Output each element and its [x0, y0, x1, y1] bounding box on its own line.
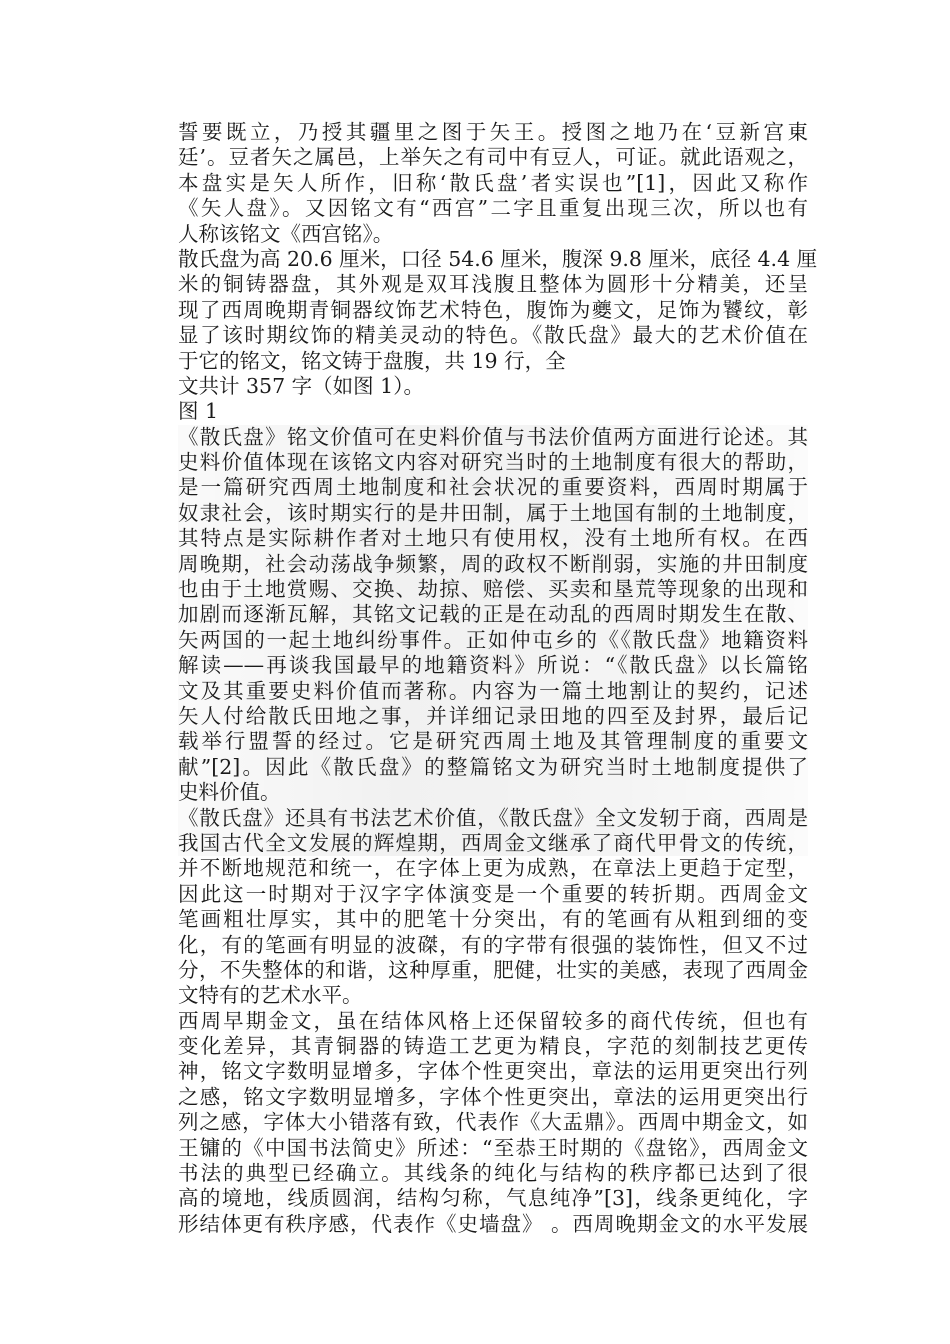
text-line: 周晚期，社会动荡战争频繁，周的政权不断削弱，实施的井田制度 [178, 551, 808, 576]
text-line: 文特有的艺术水平。 [178, 983, 363, 1008]
document-body [178, 120, 818, 1237]
text-line: 分，不失整体的和谐，这种厚重，肥健，壮实的美感，表现了西周金 [178, 957, 808, 982]
text-line: 神，铭文字数明显增多，字体个性更突出，章法的运用更突出行列 [178, 1059, 808, 1084]
text-line: 形结体更有秩序感，代表作《史墙盘》 。西周晚期金文的水平发展 [178, 1211, 808, 1236]
text-line: 高的境地，线质圆润，结构匀称，气息纯净”[3]，线条更纯化，字 [178, 1186, 808, 1211]
text-line: 也由于土地赏赐、交换、劫掠、赔偿、买卖和垦荒等现象的出现和 [178, 577, 808, 602]
text-line: 矢两国的一起土地纠纷事件。正如仲屯乡的《《散氏盘》地籍资料 [178, 627, 808, 652]
text-line: 矢人付给散氏田地之事，并详细记录田地的四至及封界，最后记 [178, 703, 808, 728]
text-line: 本盘实是矢人所作，旧称‘散氏盘’者实误也”[1]，因此又称作 [178, 170, 808, 195]
text-line: 史料价值体现在该铭文内容对研究当时的土地制度有很大的帮助， [178, 450, 808, 475]
text-line: 列之感，字体大小错落有致，代表作《大盂鼎》。西周中期金文，如 [178, 1110, 808, 1135]
text-line: 载举行盟誓的经过。它是研究西周土地及其管理制度的重要文 [178, 729, 808, 754]
text-line: 之感，铭文字数明显增多，字体个性更突出，章法的运用更突出行 [178, 1084, 808, 1109]
text-line: 于它的铭文，铭文铸于盘腹，共 19 行，全 [178, 348, 566, 373]
text-line: 人称该铭文《西宫铭》。 [178, 221, 394, 246]
text-line: 廷’。豆者矢之属邑，上举矢之有司中有豆人，可证。就此语观之， [178, 145, 808, 170]
text-line: 文共计 357 字（如图 1）。 [178, 373, 424, 398]
text-line: 并不断地规范和统一，在字体上更为成熟，在章法上更趋于定型， [178, 856, 808, 881]
text-line: 因此这一时期对于汉字字体演变是一个重要的转折期。西周金文 [178, 881, 808, 906]
text-line: 显了该时期纹饰的精美灵动的特色。《散氏盘》最大的艺术价值在 [178, 323, 808, 348]
text-line: 散氏盘为高 20.6 厘米，口径 54.6 厘米，腹深 9.8 厘米，底径 4.4 厘 [178, 246, 818, 271]
text-line: 笔画粗壮厚实，其中的肥笔十分突出，有的笔画有从粗到细的变 [178, 907, 808, 932]
text-line: 王镛的《中国书法简史》所述：“至恭王时期的《盘铭》，西周金文 [178, 1135, 808, 1160]
text-line: 献”[2]。因此《散氏盘》的整篇铭文为研究当时土地制度提供了 [178, 754, 808, 779]
text-line: 《散氏盘》还具有书法艺术价值，《散氏盘》全文发轫于商，西周是 [178, 805, 808, 830]
text-line: 我国古代全文发展的辉煌期，西周金文继承了商代甲骨文的传统， [178, 830, 808, 855]
text-line: 加剧而逐渐瓦解，其铭文记载的正是在动乱的西周时期发生在散、 [178, 602, 808, 627]
text-line: 现了西周晚期青铜器纹饰艺术特色，腹饰为夔文，足饰为饕纹，彰 [178, 297, 808, 322]
text-line: 书法的典型已经确立。其线条的纯化与结构的秩序都已达到了很 [178, 1161, 808, 1186]
text-line: 米的铜铸器盘，其外观是双耳浅腹且整体为圆形十分精美，还呈 [178, 272, 808, 297]
text-line: 《散氏盘》铭文价值可在史料价值与书法价值两方面进行论述。其 [178, 424, 808, 449]
text-line: 变化差异，其青铜器的铸造工艺更为精良，字范的刻制技艺更传 [178, 1034, 808, 1059]
text-line: 解读——再谈我国最早的地籍资料》所说：“《散氏盘》以长篇铭 [178, 653, 808, 678]
text-line: 其特点是实际耕作者对土地只有使用权，没有土地所有权。在西 [178, 526, 808, 551]
text-line: 文及其重要史料价值而著称。内容为一篇土地割让的契约，记述 [178, 678, 808, 703]
text-line: 《矢人盘》。又因铭文有“西宫”二字且重复出现三次，所以也有 [178, 196, 808, 221]
text-line: 史料价值。 [178, 780, 808, 805]
text-line: 化，有的笔画有明显的波磔，有的字带有很强的装饰性，但又不过 [178, 932, 808, 957]
text-line: 是一篇研究西周土地制度和社会状况的重要资料，西周时期属于 [178, 475, 808, 500]
text-line: 奴隶社会，该时期实行的是井田制，属于土地国有制的土地制度， [178, 500, 808, 525]
text-line: 誓要既立，乃授其疆里之图于矢王。授图之地乃在‘豆新宫東 [178, 120, 808, 144]
text-line: 西周早期金文，虽在结体风格上还保留较多的商代传统，但也有 [178, 1008, 808, 1033]
figure-caption: 图 1 [178, 399, 219, 424]
